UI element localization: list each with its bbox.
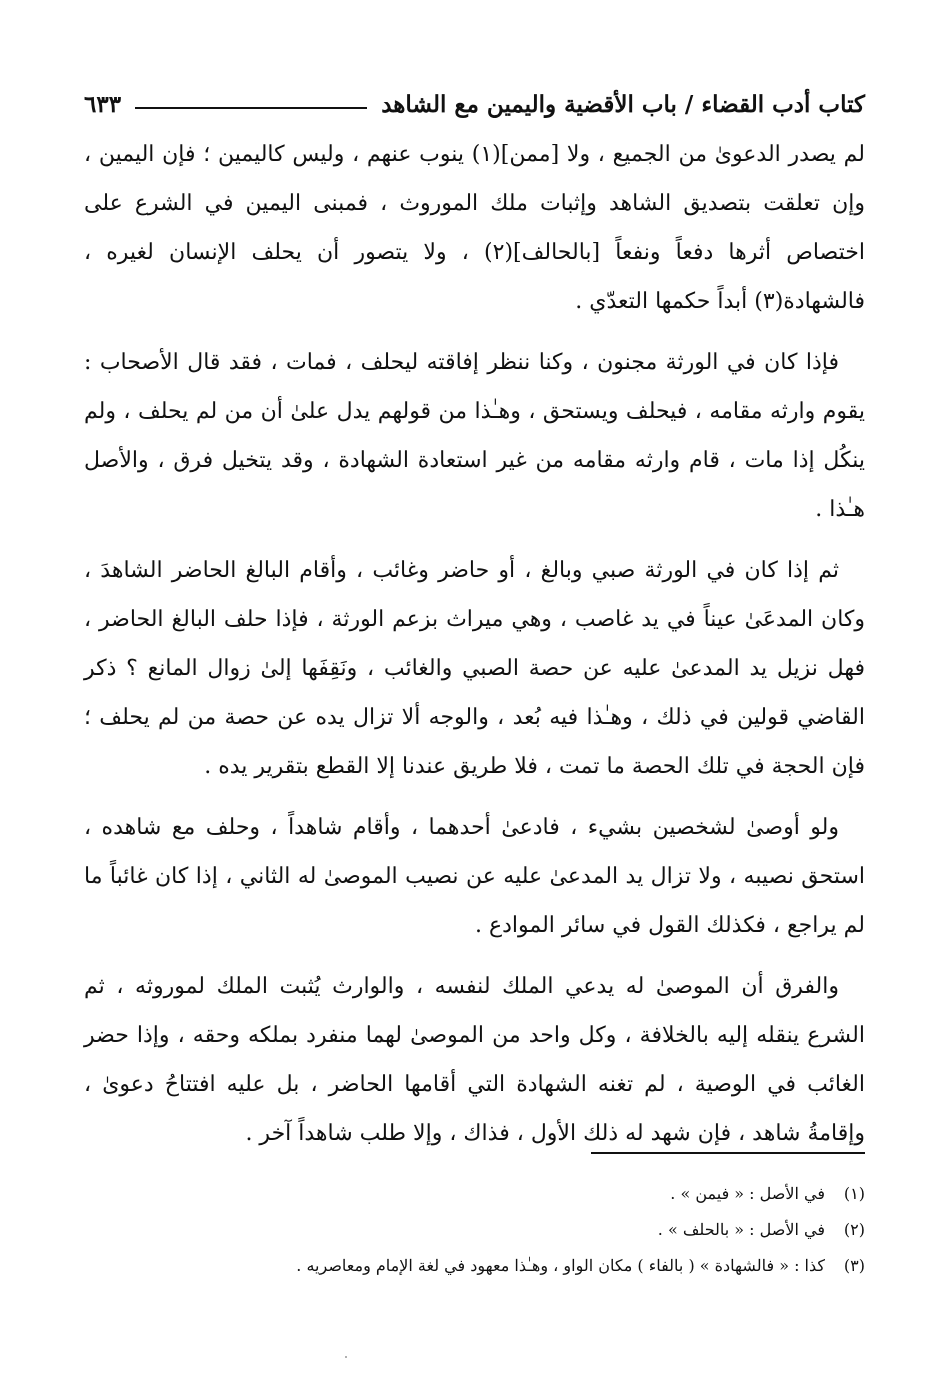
paragraph: والفرق أن الموصىٰ له يدعي الملك لنفسه ، والوارث يُثبت الملك لموروثه ، ثم الشرع ينقله إليه بالخلافة ، وكل واحد من الموصىٰ لهما منفرد بملكه وحقه ، وإذا حضر الغائب في الوصية ، لم تغنه الشهادة التي أقامها الحاضر ، بل عليه افتتاحُ دعوىٰ ، وإقامةُ شاهد ، فإن شهد له ذلك الأول ، فذاك ، وإلا طلب شاهداً آخر . — [84, 974, 865, 1146]
footnotes — [84, 1176, 865, 1284]
running-header — [84, 84, 865, 124]
body-text — [84, 130, 865, 1170]
footnote-number: (٣) — [843, 1256, 865, 1275]
footnote-text: في الأصل : « بالحلف » . — [657, 1220, 825, 1239]
footnote-text: كذا : « فالشهادة » ( بالفاء ) مكان الواو ، وهـٰذا معهود في لغة الإمام ومعاصريه . — [296, 1256, 825, 1275]
footnote — [84, 1212, 865, 1248]
paragraph: فإذا كان في الورثة مجنون ، وكنا ننظر إفاقته ليحلف ، فمات ، فقد قال الأصحاب : يقوم وارثه مقامه ، فيحلف ويستحق ، وهـٰذا من قولهم يدل علىٰ أن من لم يحلف ، ولم ينكُل إذا مات ، قام وارثه مقامه من غير استعادة الشهادة ، وقد يتخيل فرق ، والأصل هـٰذا . — [84, 350, 865, 522]
footnote-number: (٢) — [843, 1220, 865, 1239]
header-rule — [135, 107, 367, 109]
footnote-number: (١) — [843, 1184, 865, 1203]
footnote — [84, 1176, 865, 1212]
paragraph: ولو أوصىٰ لشخصين بشيء ، فادعىٰ أحدهما ، وأقام شاهداً ، وحلف مع شاهده ، استحق نصيبه ، ولا تزال يد المدعىٰ عليه عن نصيب الموصىٰ له الثاني ، إذا كان غائباً ما لم يراجع ، فكذلك القول في سائر الموادع . — [84, 815, 865, 938]
scan-speck — [345, 1356, 347, 1358]
paragraph: لم يصدر الدعوىٰ من الجميع ، ولا [ممن](١) ينوب عنهم ، وليس كاليمين ؛ فإن اليمين ، وإن تعلقت بتصديق الشاهد وإثبات ملك الموروث ، فمبنى اليمين في الشرع على اختصاص أثرها دفعاً ونفعاً [بالحالف](٢) ، ولا يتصور أن يحلف الإنسان لغيره ، فالشهادة(٣) أبداً حكمها التعدّي . — [84, 142, 865, 314]
running-header-title: كتاب أدب القضاء / باب الأقضية واليمين مع الشاهد — [381, 90, 865, 118]
footnote-text: في الأصل : « فيمن » . — [670, 1184, 825, 1203]
footnote-rule — [591, 1152, 865, 1154]
paragraph: ثم إذا كان في الورثة صبي وبالغ ، أو حاضر وغائب ، وأقام البالغ الحاضر الشاهدَ ، وكان المدعَىٰ عيناً في يد غاصب ، وهي ميراث بزعم الورثة ، فإذا حلف البالغ الحاضر ، فهل نزيل يد المدعىٰ عليه عن حصة الصبي والغائب ، ونَقِفَها إلىٰ زوال المانع ؟ ذكر القاضي قولين في ذلك ، وهـٰذا فيه بُعد ، والوجه ألا تزال يده عن حصة من لم يحلف ؛ فإن الحجة في تلك الحصة ما تمت ، فلا طريق عندنا إلا القطع بتقرير يده . — [84, 558, 865, 779]
page-number: ٦٣٣ — [84, 90, 122, 118]
footnote — [84, 1248, 865, 1284]
